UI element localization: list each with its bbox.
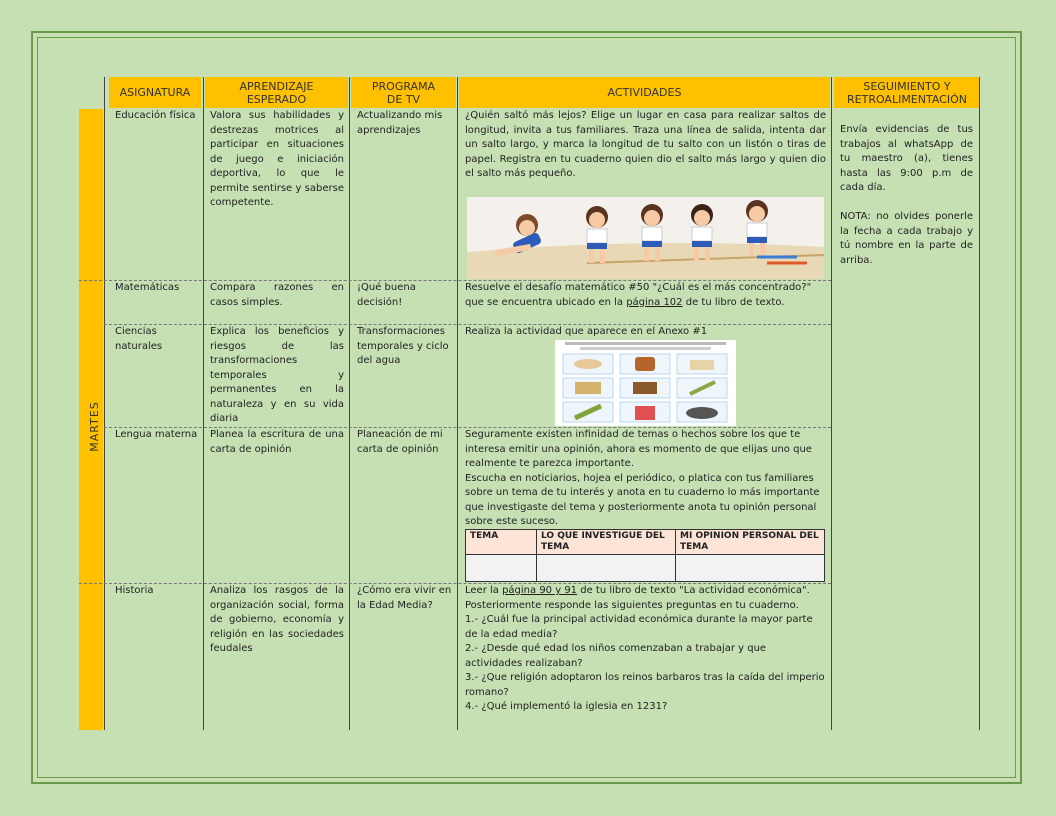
row2-text-post: de tu libro de texto. <box>682 296 785 308</box>
row5-text-post: de tu libro de texto "La actividad económica". Posteriormente responde las siguientes preguntas en tu cuaderno. <box>465 585 810 611</box>
day-label: MARTES <box>87 401 101 452</box>
row1-actividades: ¿Quién saltó más lejos? Elige un lugar en casa para realizar saltos de longitud, invita a tus familiares. Traza una línea de salida, intenta dar un salto largo, y marca la longitud de tu salto con un listón o tiras de papel. Registra en tu cuaderno quien dio el salto más largo y quien dio el salto más pequeño. <box>465 110 826 179</box>
kids-jumping-image <box>467 197 824 279</box>
row1-asignatura: Educación física <box>115 110 196 121</box>
divider-v <box>104 77 105 730</box>
question-item: 2.- ¿Desde qué edad los niños comenzaban a trabajar y que actividades realizaban? <box>465 643 767 669</box>
row5-programa: ¿Cómo era vivir en la Edad Media? <box>357 585 452 611</box>
header-asignatura: ASIGNATURA <box>109 77 201 108</box>
row3-asignatura: Ciencias naturales <box>115 326 163 352</box>
opinion-table-header: TEMA <box>466 530 537 555</box>
question-item: 4.- ¿Qué implementó la iglesia en 1231? <box>465 701 668 712</box>
seguimiento-nota: NOTA: no olvides ponerle la fecha a cada trabajo y tú nombre en la parte de arriba. <box>840 211 973 266</box>
row5-text-pre: Leer la <box>465 585 503 596</box>
header-programa: PROGRAMA DE TV <box>351 77 456 108</box>
row5-aprendizaje: Analiza los rasgos de la organización social, forma de gobierno, economía y religión en las sociedades feudales <box>210 585 344 654</box>
page-90-91-link[interactable]: página 90 y 91 <box>502 585 578 596</box>
row2-asignatura: Matemáticas <box>115 282 180 293</box>
opinion-table <box>465 529 825 582</box>
row1-programa: Actualizando mis aprendizajes <box>357 110 443 136</box>
opinion-table-header: MI OPINION PERSONAL DEL TEMA <box>676 530 825 555</box>
annex-worksheet-image <box>555 340 736 426</box>
row2-text-pre: Resuelve el desafío matemático #50 "¿Cuál es el más concentrado?" que se encuentra ubicado en la <box>465 282 812 308</box>
divider-v <box>457 77 458 730</box>
opinion-table-cell[interactable] <box>537 555 676 582</box>
row3-programa: Transformaciones temporales y ciclo del agua <box>357 326 449 366</box>
page-102-link[interactable]: página 102 <box>626 296 683 308</box>
seguimiento-evidencias: Envía evidencias de tus trabajos al whatsApp de tu maestro (a), tienes hasta las 9:00 p.m de cada día. <box>840 124 973 193</box>
row4-programa: Planeación de mi carta de opinión <box>357 429 443 455</box>
question-item: 3.- ¿Que religión adoptaron los reinos barbaros tras la caída del imperio romano? <box>465 672 825 698</box>
row4-actividades <box>465 428 826 530</box>
divider-v <box>979 77 980 730</box>
opinion-table-header: LO QUE INVESTIGUE DEL TEMA <box>537 530 676 555</box>
row4-paragraph-2: Escucha en noticiarios, hojea el periódico, o platica con tus familiares sobre un tema de tu interés y anota en tu cuaderno lo más importante que investigaste del tema y posteriormente anota tu opinión personal sobre este suceso. <box>465 472 820 527</box>
question-item: 1.- ¿Cuál fue la principal actividad económica durante la mayor parte de la edad media? <box>465 614 813 640</box>
header-actividades: ACTIVIDADES <box>459 77 830 108</box>
row3-aprendizaje: Explica los beneficios y riesgos de las transformaciones temporales y permanentes en la naturaleza y en su vida diaria <box>210 326 344 424</box>
row5-intro <box>465 584 826 613</box>
divider-v <box>203 77 204 730</box>
row3-actividades: Realiza la actividad que aparece en el Anexo #1 <box>465 326 708 337</box>
row4-aprendizaje: Planea la escritura de una carta de opinión <box>210 429 344 455</box>
row2-aprendizaje: Compara razones en casos simples. <box>210 282 344 308</box>
row5-asignatura: Historia <box>115 585 154 596</box>
divider-v <box>349 77 350 730</box>
divider-v <box>831 77 832 730</box>
opinion-table-cell[interactable] <box>466 555 537 582</box>
row5-actividades <box>465 584 826 715</box>
row4-asignatura: Lengua materna <box>115 429 198 440</box>
opinion-table-cell[interactable] <box>676 555 825 582</box>
row2-actividades <box>465 281 826 310</box>
row1-aprendizaje: Valora sus habilidades y destrezas motrices al participar en situaciones de juego e iniciación deportiva, lo que le permite sentirse y saberse competente. <box>210 110 344 208</box>
header-seguimiento: SEGUIMIENTO Y RETROALIMENTACIÓN <box>834 77 980 108</box>
row2-programa: ¡Qué buena decisión! <box>357 282 416 308</box>
header-aprendizaje: APRENDIZAJE ESPERADO <box>205 77 348 108</box>
row4-paragraph-1: Seguramente existen infinidad de temas o hechos sobre los que te interesa emitir una opinión, ahora es momento de que elijas uno que realmente te parezca importante. <box>465 429 812 469</box>
